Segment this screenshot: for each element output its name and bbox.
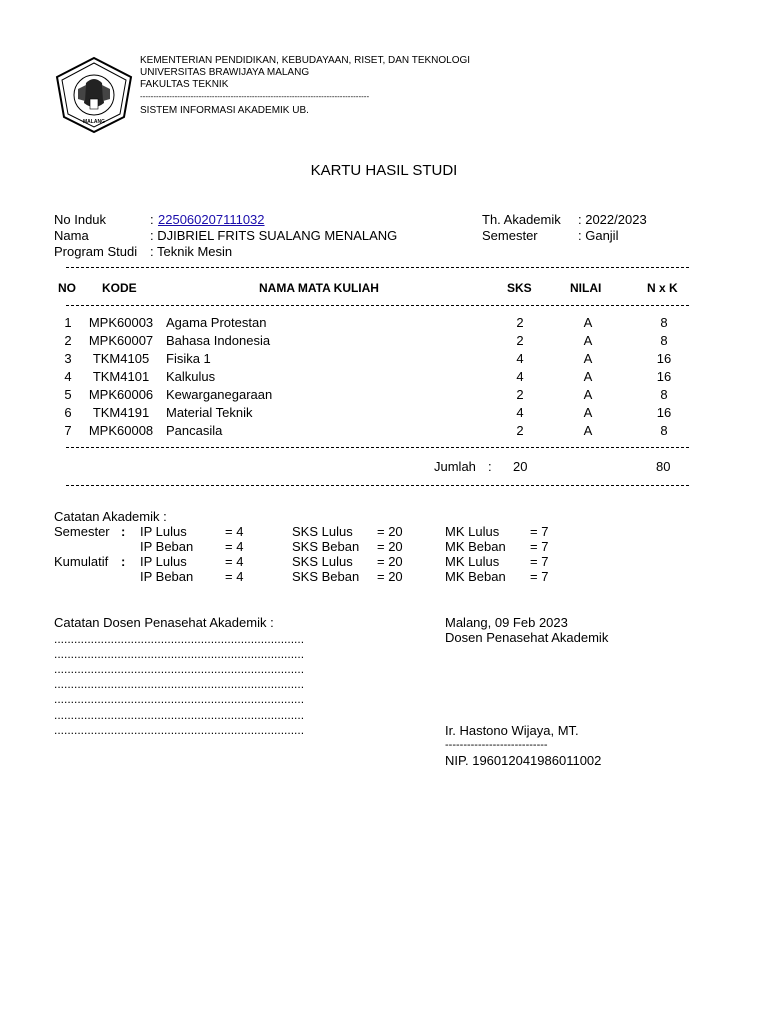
ip-value: = 4	[225, 539, 244, 554]
cell-sks: 2	[516, 387, 524, 402]
cell-nama: Agama Protestan	[166, 315, 267, 330]
program-studi-label: Program Studi	[54, 244, 138, 259]
col-header-no: NO	[58, 281, 76, 295]
table-top-divider	[66, 267, 689, 268]
cell-no: 5	[64, 387, 72, 402]
mk-label: MK Beban	[445, 569, 506, 584]
cell-nama: Fisika 1	[166, 351, 211, 366]
cell-nxk: 8	[660, 423, 668, 438]
cell-nama: Material Teknik	[166, 405, 253, 420]
cell-nama: Bahasa Indonesia	[166, 333, 271, 348]
dosen-name: Ir. Hastono Wijaya, MT.	[445, 723, 579, 738]
header-line-university: UNIVERSITAS BRAWIJAYA MALANG	[140, 67, 310, 78]
sks-value: = 20	[377, 569, 403, 584]
cell-sks: 4	[516, 351, 524, 366]
jumlah-colon: :	[488, 459, 492, 474]
cell-nilai: A	[583, 405, 593, 420]
sks-label: SKS Lulus	[292, 554, 353, 569]
table-header-divider	[66, 305, 689, 306]
header-line-ministry: KEMENTERIAN PENDIDIKAN, KEBUDAYAAN, RISET, DAN TEKNOLOGI	[140, 55, 471, 66]
ip-value: = 4	[225, 554, 244, 569]
cell-nilai: A	[583, 315, 593, 330]
mk-value: = 7	[530, 524, 549, 539]
cell-kode: TKM4101	[92, 369, 150, 384]
cell-nxk: 8	[660, 333, 668, 348]
cell-kode: MPK60008	[88, 423, 154, 438]
semester-row-colon: :	[121, 524, 126, 539]
table-summary-divider	[66, 485, 689, 486]
col-header-nxk: N x K	[647, 281, 678, 295]
col-header-nilai: NILAI	[570, 281, 602, 295]
mk-value: = 7	[530, 539, 549, 554]
mk-label: MK Beban	[445, 539, 506, 554]
col-header-sks: SKS	[507, 281, 532, 295]
jumlah-label: Jumlah	[434, 459, 476, 474]
col-header-kode: KODE	[102, 281, 137, 295]
no-induk-colon: :	[150, 212, 154, 227]
cell-nxk: 16	[656, 351, 672, 366]
cell-nama: Kalkulus	[166, 369, 216, 384]
cell-no: 3	[64, 351, 72, 366]
header-line-system: SISTEM INFORMASI AKADEMIK UB.	[140, 105, 309, 116]
mk-label: MK Lulus	[445, 524, 500, 539]
ip-value: = 4	[225, 569, 244, 584]
semester-value: : Ganjil	[578, 228, 619, 243]
catatan-akademik-title: Catatan Akademik :	[54, 509, 167, 524]
dotted-line: ...........................................................................	[54, 723, 305, 737]
sks-label: SKS Beban	[292, 539, 360, 554]
cell-nxk: 16	[656, 369, 672, 384]
cell-nilai: A	[583, 333, 593, 348]
cell-nilai: A	[583, 369, 593, 384]
semester-label: Semester	[482, 228, 538, 243]
dotted-line: ...........................................................................	[54, 662, 305, 676]
cell-sks: 2	[516, 423, 524, 438]
ip-label: IP Beban	[140, 569, 194, 584]
cell-nilai: A	[583, 351, 593, 366]
cell-no: 7	[64, 423, 72, 438]
dotted-line: ...........................................................................	[54, 647, 305, 661]
kumulatif-row-colon: :	[121, 554, 126, 569]
cell-nilai: A	[583, 387, 593, 402]
dotted-line: ...........................................................................	[54, 708, 305, 722]
ip-label: IP Beban	[140, 539, 194, 554]
cell-no: 6	[64, 405, 72, 420]
sks-label: SKS Lulus	[292, 524, 353, 539]
cell-kode: TKM4191	[92, 405, 150, 420]
semester-row-label: Semester	[54, 524, 110, 539]
dotted-line: ...........................................................................	[54, 692, 305, 706]
tahun-akademik-label: Th. Akademik	[482, 212, 561, 227]
cell-no: 4	[64, 369, 72, 384]
cell-kode: MPK60007	[88, 333, 154, 348]
header-line-faculty: FAKULTAS TEKNIK	[140, 79, 229, 90]
tahun-akademik-value: : 2022/2023	[578, 212, 647, 227]
cell-nilai: A	[583, 423, 593, 438]
jumlah-nxk: 80	[656, 459, 671, 474]
dotted-line: ...........................................................................	[54, 677, 305, 691]
mk-value: = 7	[530, 554, 549, 569]
cell-sks: 2	[516, 315, 524, 330]
signature-underline: ----------------------------	[445, 739, 548, 751]
dotted-line: ...........................................................................	[54, 632, 305, 646]
dosen-nip: NIP. 196012041986011002	[445, 753, 602, 768]
no-induk-link[interactable]: 225060207111032	[158, 212, 265, 227]
cell-nama: Pancasila	[166, 423, 223, 438]
cell-nama: Kewarganegaraan	[166, 387, 273, 402]
kumulatif-row-label: Kumulatif	[54, 554, 109, 569]
cell-no: 2	[64, 333, 72, 348]
ip-value: = 4	[225, 524, 244, 539]
cell-kode: MPK60003	[88, 315, 154, 330]
university-logo	[52, 55, 136, 135]
cell-sks: 2	[516, 333, 524, 348]
mk-value: = 7	[530, 569, 549, 584]
mk-label: MK Lulus	[445, 554, 500, 569]
cell-nxk: 8	[660, 387, 668, 402]
ip-label: IP Lulus	[140, 524, 187, 539]
program-studi-value: : Teknik Mesin	[150, 244, 233, 259]
nama-value: : DJIBRIEL FRITS SUALANG MENALANG	[150, 228, 398, 243]
dosen-role: Dosen Penasehat Akademik	[445, 630, 609, 645]
jumlah-sks: 20	[513, 459, 528, 474]
header-divider: --------------------------------------------------------------------------------------	[140, 92, 370, 101]
logo-malang-text: MALANG	[83, 119, 105, 125]
cell-sks: 4	[516, 405, 524, 420]
cell-kode: TKM4105	[92, 351, 150, 366]
sks-value: = 20	[377, 539, 403, 554]
place-date: Malang, 09 Feb 2023	[445, 615, 568, 630]
sks-value: = 20	[377, 554, 403, 569]
cell-sks: 4	[516, 369, 524, 384]
ip-label: IP Lulus	[140, 554, 187, 569]
sks-label: SKS Beban	[292, 569, 360, 584]
nama-label: Nama	[54, 228, 89, 243]
cell-no: 1	[64, 315, 72, 330]
no-induk-label: No Induk	[54, 212, 107, 227]
cell-nxk: 8	[660, 315, 668, 330]
catatan-dosen-title: Catatan Dosen Penasehat Akademik :	[54, 615, 274, 630]
page-title: KARTU HASIL STUDI	[310, 162, 458, 179]
cell-kode: MPK60006	[88, 387, 154, 402]
sks-value: = 20	[377, 524, 403, 539]
col-header-nama: NAMA MATA KULIAH	[259, 281, 379, 295]
table-bottom-divider	[66, 447, 689, 448]
cell-nxk: 16	[656, 405, 672, 420]
